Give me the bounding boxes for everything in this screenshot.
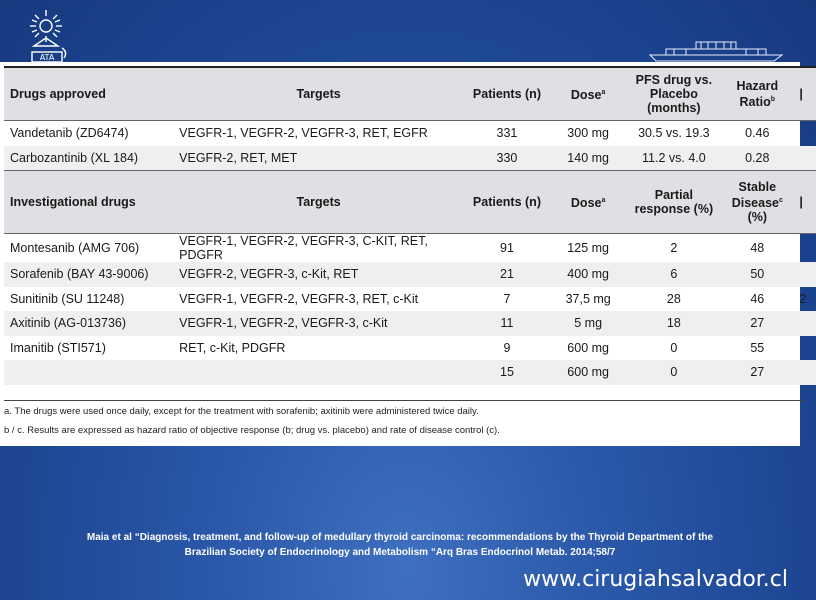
cell-dose: 5 mg: [550, 311, 627, 336]
header-targets: Targets: [173, 67, 464, 121]
cell-dose: 300 mg: [567, 126, 609, 141]
cell-patients: 9: [503, 340, 511, 355]
cell-extra: [793, 121, 816, 146]
cell-drug: Axitinib (AG-013736): [4, 311, 173, 336]
table-row: [4, 287, 816, 312]
cell-extra: [793, 336, 816, 361]
cell-pfs: 11.2 vs. 4.0: [627, 146, 722, 171]
table-row: [4, 146, 816, 171]
header-investigational-drugs: Investigational drugs: [4, 171, 173, 234]
header-hazard-sup: b: [770, 95, 776, 103]
website-url: www.cirugiahsalvador.cl: [523, 567, 788, 592]
header-hazard-label: Hazard Ratio: [736, 78, 779, 110]
cell-dose: 37,5 mg: [565, 291, 611, 306]
table-footnotes: [4, 400, 804, 440]
cell-patients: 331: [496, 126, 518, 141]
table-image: [0, 62, 807, 446]
citation: [40, 530, 760, 560]
cell-patients: 330: [464, 146, 550, 171]
cell-targets: VEGFR-1, VEGFR-2, VEGFR-3, RET, EGFR: [179, 126, 428, 141]
cell-patients: 21: [464, 262, 550, 287]
cell-extra: [793, 262, 816, 287]
cell-drug: Sorafenib (BAY 43-9006): [4, 262, 173, 287]
header-patients: Patients (n): [464, 67, 550, 121]
cell-targets: [173, 360, 464, 385]
cell-partial-response: 0: [670, 340, 678, 355]
header-partial-response: Partial response (%): [627, 171, 722, 234]
cell-dose: 600 mg: [567, 340, 609, 355]
cell-hazard: 0.28: [721, 146, 793, 171]
table-row: [4, 336, 816, 361]
header-targets: Targets: [173, 171, 464, 234]
footnote-a: a. The drugs were used once daily, except for the treatment with sorafenib; axitinib were administered twice daily.: [4, 406, 479, 417]
cell-targets: VEGFR-1, VEGFR-2, VEGFR-3, c-Kit: [173, 311, 464, 336]
header-dose: [550, 67, 627, 121]
header-stable-label: Stable Disease: [731, 179, 779, 211]
ata-logo-icon: [24, 8, 72, 66]
cell-dose: 400 mg: [550, 262, 627, 287]
footnote-bc: b / c. Results are expressed as hazard ratio of objective response (b; drug vs. placebo) and rate of disease control (c).: [4, 425, 500, 436]
cell-stable-disease: 55: [750, 340, 765, 355]
header-dose-sup: a: [601, 196, 606, 204]
cell-dose: 140 mg: [550, 146, 627, 171]
ship-icon: [646, 40, 786, 62]
header-stable-pct: (%): [747, 210, 768, 225]
cell-stable-disease: 27: [721, 360, 793, 385]
cell-patients: 7: [503, 291, 511, 306]
header-dose-label: Dose: [570, 196, 602, 211]
table-row: [4, 311, 816, 336]
header-extra: |: [793, 67, 816, 121]
table-row: [4, 360, 816, 385]
cell-stable-disease: 48: [750, 241, 765, 255]
header-patients: Patients (n): [464, 171, 550, 234]
cell-partial-response: 0: [627, 360, 722, 385]
cell-extra: [793, 360, 816, 385]
cell-stable-disease: 50: [721, 262, 793, 287]
cell-drug: [4, 360, 173, 385]
cell-drug: Sunitinib (SU 11248): [10, 291, 125, 306]
cell-pfs: 30.5 vs. 19.3: [638, 126, 710, 141]
header-stable-sup: c: [778, 196, 783, 204]
cell-stable-disease: 27: [721, 311, 793, 336]
table-header-investigational: [4, 171, 816, 234]
table-row: [4, 262, 816, 287]
cell-extra: [793, 146, 816, 171]
cell-targets: VEGFR-2, RET, MET: [173, 146, 464, 171]
cell-dose: 600 mg: [550, 360, 627, 385]
logo-text: ATA: [39, 53, 55, 62]
drug-table: [4, 66, 816, 385]
table-row: [4, 234, 816, 263]
cell-hazard: 0.46: [745, 126, 770, 141]
citation-line-2: Brazilian Society of Endocrinology and Metabolism “Arq Bras Endocrinol Metab. 2014;58/7: [184, 547, 616, 558]
table-row: [4, 121, 816, 146]
cell-extra: [793, 234, 816, 263]
cell-extra: 2: [799, 291, 807, 306]
header-dose: [550, 171, 627, 234]
header-extra: |: [793, 171, 816, 234]
cell-targets: VEGFR-1, VEGFR-2, VEGFR-3, C-KIT, RET, PDGFR: [179, 234, 428, 262]
header-hazard-ratio: [721, 67, 793, 121]
cell-patients: 15: [464, 360, 550, 385]
header-dose-sup: a: [601, 88, 606, 96]
cell-targets: VEGFR-1, VEGFR-2, VEGFR-3, RET, c-Kit: [179, 291, 419, 306]
cell-stable-disease: 46: [750, 291, 765, 306]
cell-partial-response: 6: [627, 262, 722, 287]
header-stable-disease: [721, 171, 793, 234]
table-header-approved: [4, 67, 816, 121]
cell-patients: 91: [500, 241, 514, 255]
cell-targets: RET, c-Kit, PDGFR: [179, 340, 286, 355]
cell-partial-response: 2: [670, 241, 678, 255]
citation-line-1: Maia et al “Diagnosis, treatment, and follow-up of medullary thyroid carcinoma: recommendations by the Thyroid Department of the: [86, 532, 714, 543]
header-dose-label: Dose: [570, 88, 602, 103]
cell-extra: [793, 311, 816, 336]
cell-partial-response: 28: [666, 291, 681, 306]
cell-dose: 125 mg: [567, 241, 609, 255]
header-pfs: PFS drug vs. Placebo (months): [627, 67, 722, 121]
cell-targets: VEGFR-2, VEGFR-3, c-Kit, RET: [173, 262, 464, 287]
header-drugs-approved: Drugs approved: [4, 67, 173, 121]
cell-drug: Imanitib (STI571): [10, 340, 106, 355]
cell-drug: Montesanib (AMG 706): [10, 241, 140, 255]
cell-patients: 11: [464, 311, 550, 336]
cell-partial-response: 18: [627, 311, 722, 336]
cell-drug: Vandetanib (ZD6474): [10, 126, 129, 141]
cell-drug: Carbozantinib (XL 184): [4, 146, 173, 171]
